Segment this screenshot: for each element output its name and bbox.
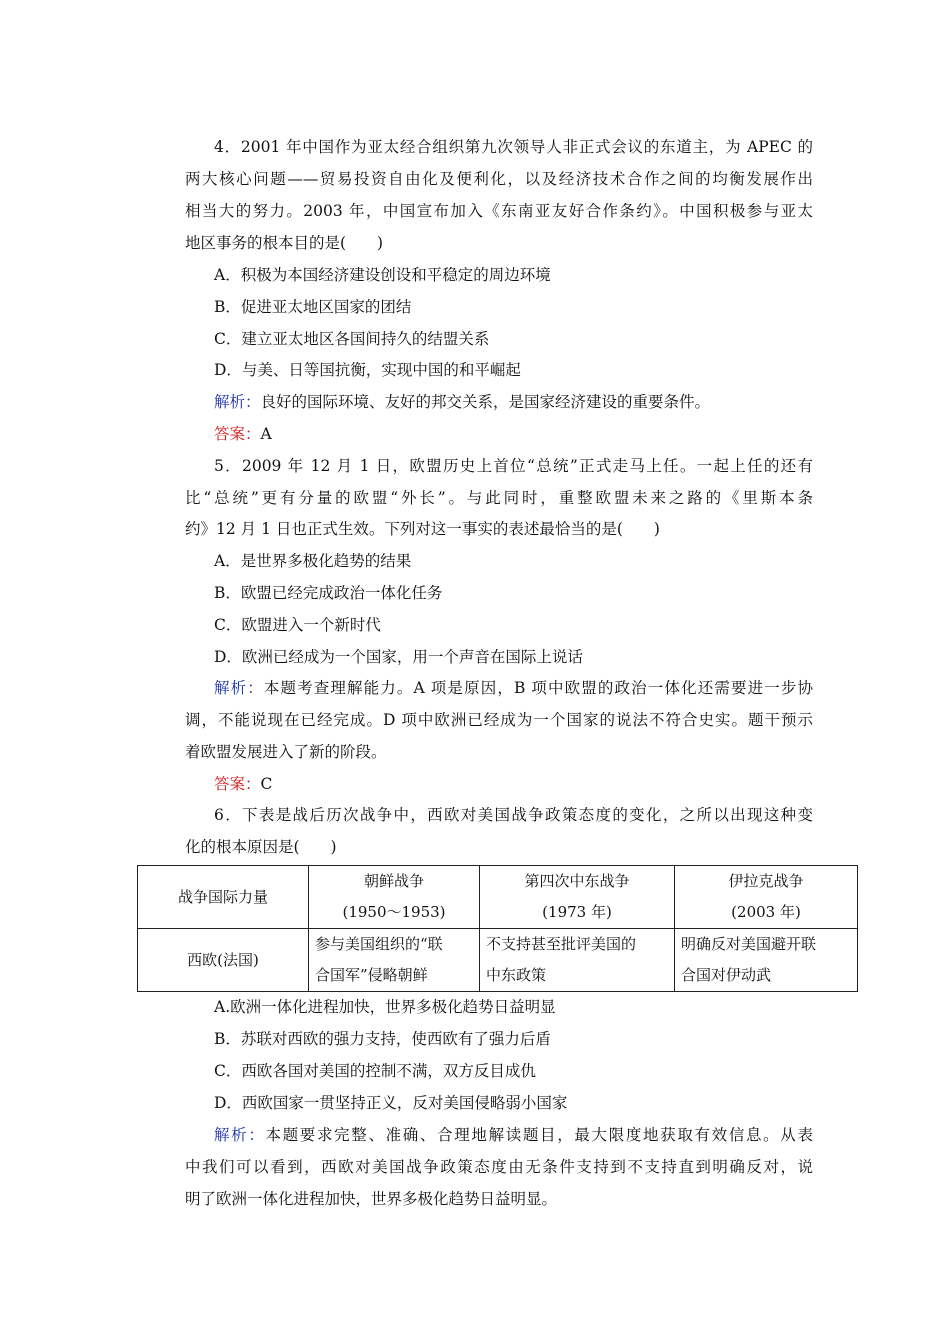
q6-analysis-line-2: 中我们可以看到，西欧对美国战争政策态度由无条件支持到不支持直到明确反对，说 — [185, 1158, 813, 1176]
q5-option-a: A．是世界多极化趋势的结果 — [214, 552, 412, 570]
q4-stem-line-1: 4．2001 年中国作为亚太经合组织第九次领导人非正式会议的东道主，为 APEC 的 — [214, 138, 813, 156]
q6-option-c: C．西欧各国对美国的控制不满，双方反目成仇 — [214, 1062, 536, 1080]
q5-answer-label: 答案： — [214, 775, 261, 793]
q5-stem-line-3: 约》12 月 1 日也正式生效。下列对这一事实的表述最恰当的是( ) — [185, 520, 660, 538]
table-row-label: 西欧(法国) — [138, 929, 309, 992]
q5-option-c: C．欧盟进入一个新时代 — [214, 616, 381, 634]
q6-analysis — [214, 1125, 813, 1145]
table-header-cell: 第四次中东战争 (1973 年) — [480, 866, 675, 929]
table-row — [138, 929, 858, 992]
q5-analysis-line-1: 本题考查理解能力。A 项是原因，B 项中欧盟的政治一体化还需要进一步协 — [263, 679, 813, 697]
q6-option-a: A.欧洲一体化进程加快，世界多极化趋势日益明显 — [214, 998, 556, 1016]
q6-option-d: D．西欧国家一贯坚持正义，反对美国侵略弱小国家 — [214, 1094, 568, 1112]
q6-option-b: B．苏联对西欧的强力支持，使西欧有了强力后盾 — [214, 1030, 551, 1048]
table-cell: 明确反对美国避开联 合国对伊动武 — [675, 929, 858, 992]
q4-stem-line-4: 地区事务的根本目的是( ) — [185, 234, 384, 252]
q5-option-b: B．欧盟已经完成政治一体化任务 — [214, 584, 443, 602]
q4-option-d: D．与美、日等国抗衡，实现中国的和平崛起 — [214, 361, 521, 379]
q4-analysis-text: 良好的国际环境、友好的邦交关系，是国家经济建设的重要条件。 — [260, 393, 711, 411]
q4-stem-line-2: 两大核心问题——贸易投资自由化及便利化，以及经济技术合作之间的均衡发展作出 — [185, 170, 813, 188]
q4-option-b: B．促进亚太地区国家的团结 — [214, 298, 412, 316]
table-cell: 不支持甚至批评美国的 中东政策 — [480, 929, 675, 992]
q4-stem-line-3: 相当大的努力。2003 年，中国宣布加入《东南亚友好合作条约》。中国积极参与亚太 — [185, 202, 813, 220]
table-header-row — [138, 866, 858, 929]
q4-option-a: A．积极为本国经济建设创设和平稳定的周边环境 — [214, 266, 551, 284]
q5-option-d: D．欧洲已经成为一个国家，用一个声音在国际上说话 — [214, 648, 583, 666]
q4-answer-label: 答案： — [214, 425, 261, 443]
q5-answer — [214, 774, 272, 794]
q5-analysis-label: 解析： — [214, 679, 264, 697]
q5-analysis-line-2: 调，不能说现在已经完成。D 项中欧洲已经成为一个国家的说法不符合史实。题干预示 — [185, 711, 813, 729]
q5-stem-line-1: 5．2009 年 12 月 1 日，欧盟历史上首位“总统”正式走马上任。一起上任的还有 — [214, 457, 813, 475]
q4-analysis — [214, 392, 710, 412]
q4-analysis-label: 解析： — [214, 393, 261, 411]
q4-option-c: C．建立亚太地区各国间持久的结盟关系 — [214, 330, 490, 348]
q5-stem-line-2: 比“总统”更有分量的欧盟“外长”。与此同时，重整欧盟未来之路的《里斯本条 — [185, 489, 813, 507]
q6-stem-line-2: 化的根本原因是( ) — [185, 838, 337, 856]
table-header-cell: 战争国际力量 — [138, 866, 309, 929]
q6-analysis-line-1: 本题要求完整、准确、合理地解读题目，最大限度地获取有效信息。从表 — [265, 1126, 813, 1144]
q5-analysis — [214, 678, 813, 698]
q6-analysis-label: 解析： — [214, 1126, 266, 1144]
q5-answer-value: C — [260, 775, 273, 793]
q5-analysis-line-3: 着欧盟发展进入了新的阶段。 — [185, 743, 387, 761]
table-cell: 参与美国组织的“联 合国军”侵略朝鲜 — [309, 929, 480, 992]
q6-stem-line-1: 6．下表是战后历次战争中，西欧对美国战争政策态度的变化，之所以出现这种变 — [214, 806, 813, 824]
war-attitude-table — [137, 865, 858, 992]
table-header-cell: 朝鲜战争 (1950～1953) — [309, 866, 480, 929]
q4-answer-value: A — [260, 425, 272, 443]
q4-answer — [214, 424, 272, 444]
table-header-cell: 伊拉克战争 (2003 年) — [675, 866, 858, 929]
q6-analysis-line-3: 明了欧洲一体化进程加快，世界多极化趋势日益明显。 — [185, 1190, 558, 1208]
